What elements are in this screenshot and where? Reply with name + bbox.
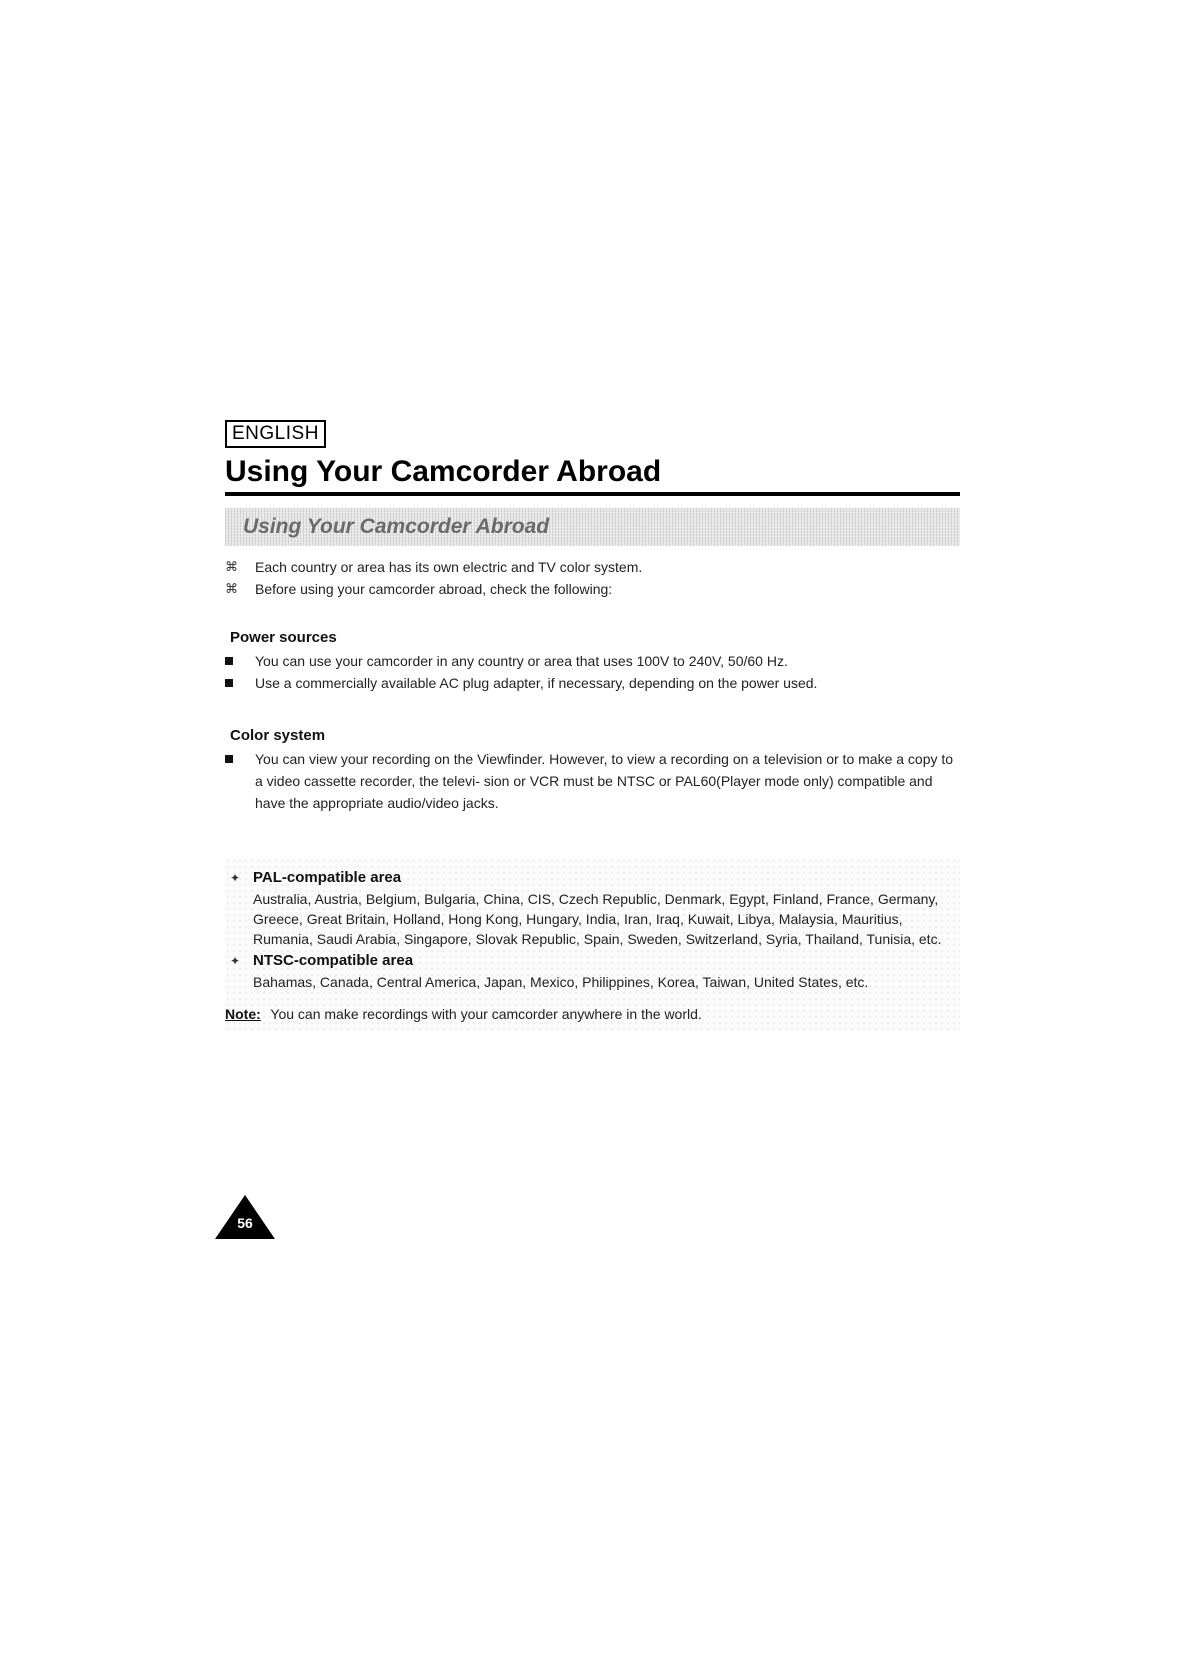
list-item: You can use your camcorder in any country or area that uses 100V to 240V, 50/60 Hz. [225, 650, 960, 672]
subtitle-bar [225, 508, 960, 546]
ntsc-country-list: Bahamas, Canada, Central America, Japan, Mexico, Philippines, Korea, Taiwan, United States, etc. [253, 974, 869, 990]
page-title: Using Your Camcorder Abroad [225, 455, 662, 488]
power-sources-list [225, 650, 960, 694]
note-text: You can make recordings with your camcorder anywhere in the world. [270, 1006, 702, 1022]
pal-area-heading [225, 868, 950, 888]
diamond-bullet-icon: ✦ [229, 871, 241, 885]
color-system-list [225, 748, 960, 814]
note-mark-icon: ⌘ [225, 559, 238, 574]
list-item: You can view your recording on the Viewfinder. However, to view a recording on a television or to make a copy to a video cassette recorder, the televi- sion or VCR must be NTSC or PAL60(Player mode only) compatible and have the appropriate audio/video jacks. [225, 748, 960, 814]
intro-text: Before using your camcorder abroad, check the following: [255, 581, 613, 597]
title-rule [225, 492, 960, 496]
list-item: Use a commercially available AC plug adapter, if necessary, depending on the power used. [225, 672, 960, 694]
note [225, 1004, 950, 1024]
square-bullet-icon [225, 755, 233, 763]
color-system-title: Color system [230, 727, 326, 744]
page-number-badge [215, 1195, 275, 1239]
square-bullet-icon [225, 657, 233, 665]
intro-item [225, 556, 960, 578]
compatibility-box [225, 858, 960, 1032]
note-label: Note: [225, 1006, 261, 1022]
page-number: 56 [237, 1215, 253, 1231]
language-badge: ENGLISH [225, 420, 326, 448]
manual-page [225, 420, 960, 1032]
pal-country-list: Australia, Austria, Belgium, Bulgaria, China, CIS, Czech Republic, Denmark, Egypt, Finland, France, Germany, Greece, Great Britain, Holland, Hong Kong, Hungary, India, Iran, Iraq, Kuwait, Libya, Malaysia, Mauritius, Rumania, Saudi Arabia, Singapore, Slovak Republic, Spain, Sweden, Switzerland, Syria, Thailand, Tunisia, etc. [253, 891, 942, 947]
intro-text: Each country or area has its own electric and TV color system. [255, 559, 643, 575]
power-sources-title: Power sources [230, 629, 337, 646]
subtitle-text: Using Your Camcorder Abroad [243, 515, 550, 538]
square-bullet-icon [225, 679, 233, 687]
ntsc-area-heading [225, 951, 950, 971]
diamond-bullet-icon: ✦ [229, 954, 241, 968]
note-mark-icon: ⌘ [225, 581, 238, 596]
intro-list [225, 556, 960, 600]
intro-item [225, 578, 960, 600]
ntsc-area-title: NTSC-compatible area [253, 952, 414, 969]
pal-area-title: PAL-compatible area [253, 869, 402, 886]
